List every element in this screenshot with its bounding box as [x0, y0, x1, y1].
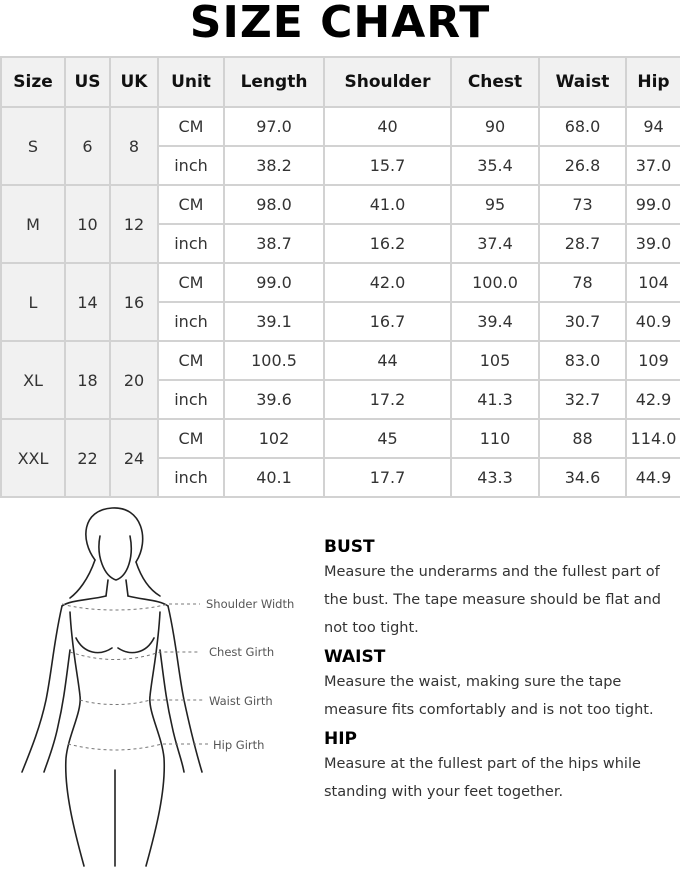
chest-cell: 35.4: [451, 146, 539, 185]
shoulder-cell: 45: [324, 419, 451, 458]
unit-cell: inch: [158, 302, 224, 341]
table-header-row: [1, 57, 680, 107]
hip-line: [68, 744, 208, 750]
size-cell: S: [1, 107, 65, 185]
table-row: [1, 341, 680, 380]
waist-cell: 88: [539, 419, 626, 458]
us-cell: 10: [65, 185, 110, 263]
shoulder-cell: 41.0: [324, 185, 451, 224]
table-row: [1, 419, 680, 458]
shoulder-cell: 16.7: [324, 302, 451, 341]
hip-heading: HIP: [324, 729, 358, 749]
unit-cell: CM: [158, 107, 224, 146]
length-cell: 38.7: [224, 224, 324, 263]
waist-line: [80, 700, 205, 705]
chest-cell: 37.4: [451, 224, 539, 263]
shoulder-cell: 17.7: [324, 458, 451, 497]
header-unit: Unit: [158, 57, 224, 107]
unit-cell: CM: [158, 185, 224, 224]
hip-cell: 99.0: [626, 185, 680, 224]
shoulder-cell: 17.2: [324, 380, 451, 419]
length-cell: 39.1: [224, 302, 324, 341]
hip-cell: 42.9: [626, 380, 680, 419]
us-cell: 14: [65, 263, 110, 341]
length-cell: 40.1: [224, 458, 324, 497]
uk-cell: 12: [110, 185, 158, 263]
chest-cell: 43.3: [451, 458, 539, 497]
unit-cell: CM: [158, 419, 224, 458]
chest-cell: 39.4: [451, 302, 539, 341]
header-size: Size: [1, 57, 65, 107]
waist-cell: 30.7: [539, 302, 626, 341]
hip-cell: 37.0: [626, 146, 680, 185]
header-length: Length: [224, 57, 324, 107]
size-cell: XXL: [1, 419, 65, 497]
uk-cell: 16: [110, 263, 158, 341]
hip-instructions: Measure at the fullest part of the hips while standing with your feet together.: [324, 756, 641, 800]
hip-cell: 44.9: [626, 458, 680, 497]
shoulder-cell: 44: [324, 341, 451, 380]
us-cell: 22: [65, 419, 110, 497]
bust-heading: BUST: [324, 537, 375, 557]
waist-cell: 83.0: [539, 341, 626, 380]
header-us: US: [65, 57, 110, 107]
unit-cell: inch: [158, 146, 224, 185]
chest-cell: 100.0: [451, 263, 539, 302]
uk-cell: 20: [110, 341, 158, 419]
waist-cell: 32.7: [539, 380, 626, 419]
size-cell: M: [1, 185, 65, 263]
shoulder-cell: 42.0: [324, 263, 451, 302]
length-cell: 102: [224, 419, 324, 458]
chest-cell: 90: [451, 107, 539, 146]
body-measurement-figure: [0, 500, 320, 873]
waist-heading: WAIST: [324, 647, 386, 667]
waist-cell: 34.6: [539, 458, 626, 497]
chest-cell: 41.3: [451, 380, 539, 419]
uk-cell: 24: [110, 419, 158, 497]
hip-cell: 114.0: [626, 419, 680, 458]
length-cell: 100.5: [224, 341, 324, 380]
bust-instructions: Measure the underarms and the fullest part of the bust. The tape measure should be flat and not too tight.: [324, 564, 661, 636]
waist-girth-label: Waist Girth: [209, 694, 273, 708]
unit-cell: inch: [158, 224, 224, 263]
size-table: [0, 56, 680, 498]
hip-cell: 39.0: [626, 224, 680, 263]
waist-instructions: Measure the waist, making sure the tape measure fits comfortably and is not too tight.: [324, 674, 654, 718]
uk-cell: 8: [110, 107, 158, 185]
table-row: [1, 107, 680, 146]
table-row: [1, 263, 680, 302]
chest-cell: 105: [451, 341, 539, 380]
waist-cell: 28.7: [539, 224, 626, 263]
page-title: SIZE CHART: [189, 0, 491, 48]
length-cell: 97.0: [224, 107, 324, 146]
header-waist: Waist: [539, 57, 626, 107]
shoulder-cell: 16.2: [324, 224, 451, 263]
header-hip: Hip: [626, 57, 680, 107]
shoulder-cell: 15.7: [324, 146, 451, 185]
header-chest: Chest: [451, 57, 539, 107]
hip-cell: 40.9: [626, 302, 680, 341]
size-cell: XL: [1, 341, 65, 419]
unit-cell: inch: [158, 458, 224, 497]
chest-cell: 110: [451, 419, 539, 458]
us-cell: 18: [65, 341, 110, 419]
header-shoulder: Shoulder: [324, 57, 451, 107]
length-cell: 98.0: [224, 185, 324, 224]
chest-girth-label: Chest Girth: [209, 645, 275, 659]
waist-cell: 26.8: [539, 146, 626, 185]
us-cell: 6: [65, 107, 110, 185]
length-cell: 39.6: [224, 380, 324, 419]
unit-cell: inch: [158, 380, 224, 419]
shoulder-line: [62, 604, 200, 610]
hip-cell: 94: [626, 107, 680, 146]
size-cell: L: [1, 263, 65, 341]
body-outline-illustration: [0, 500, 320, 873]
measurement-guide: [324, 536, 674, 810]
chest-cell: 95: [451, 185, 539, 224]
hip-cell: 104: [626, 263, 680, 302]
waist-cell: 68.0: [539, 107, 626, 146]
shoulder-cell: 40: [324, 107, 451, 146]
unit-cell: CM: [158, 341, 224, 380]
length-cell: 99.0: [224, 263, 324, 302]
waist-cell: 78: [539, 263, 626, 302]
hip-girth-label: Hip Girth: [213, 738, 265, 752]
header-uk: UK: [110, 57, 158, 107]
unit-cell: CM: [158, 263, 224, 302]
shoulder-width-label: Shoulder Width: [206, 597, 295, 611]
length-cell: 38.2: [224, 146, 324, 185]
table-row: [1, 185, 680, 224]
waist-cell: 73: [539, 185, 626, 224]
hip-cell: 109: [626, 341, 680, 380]
